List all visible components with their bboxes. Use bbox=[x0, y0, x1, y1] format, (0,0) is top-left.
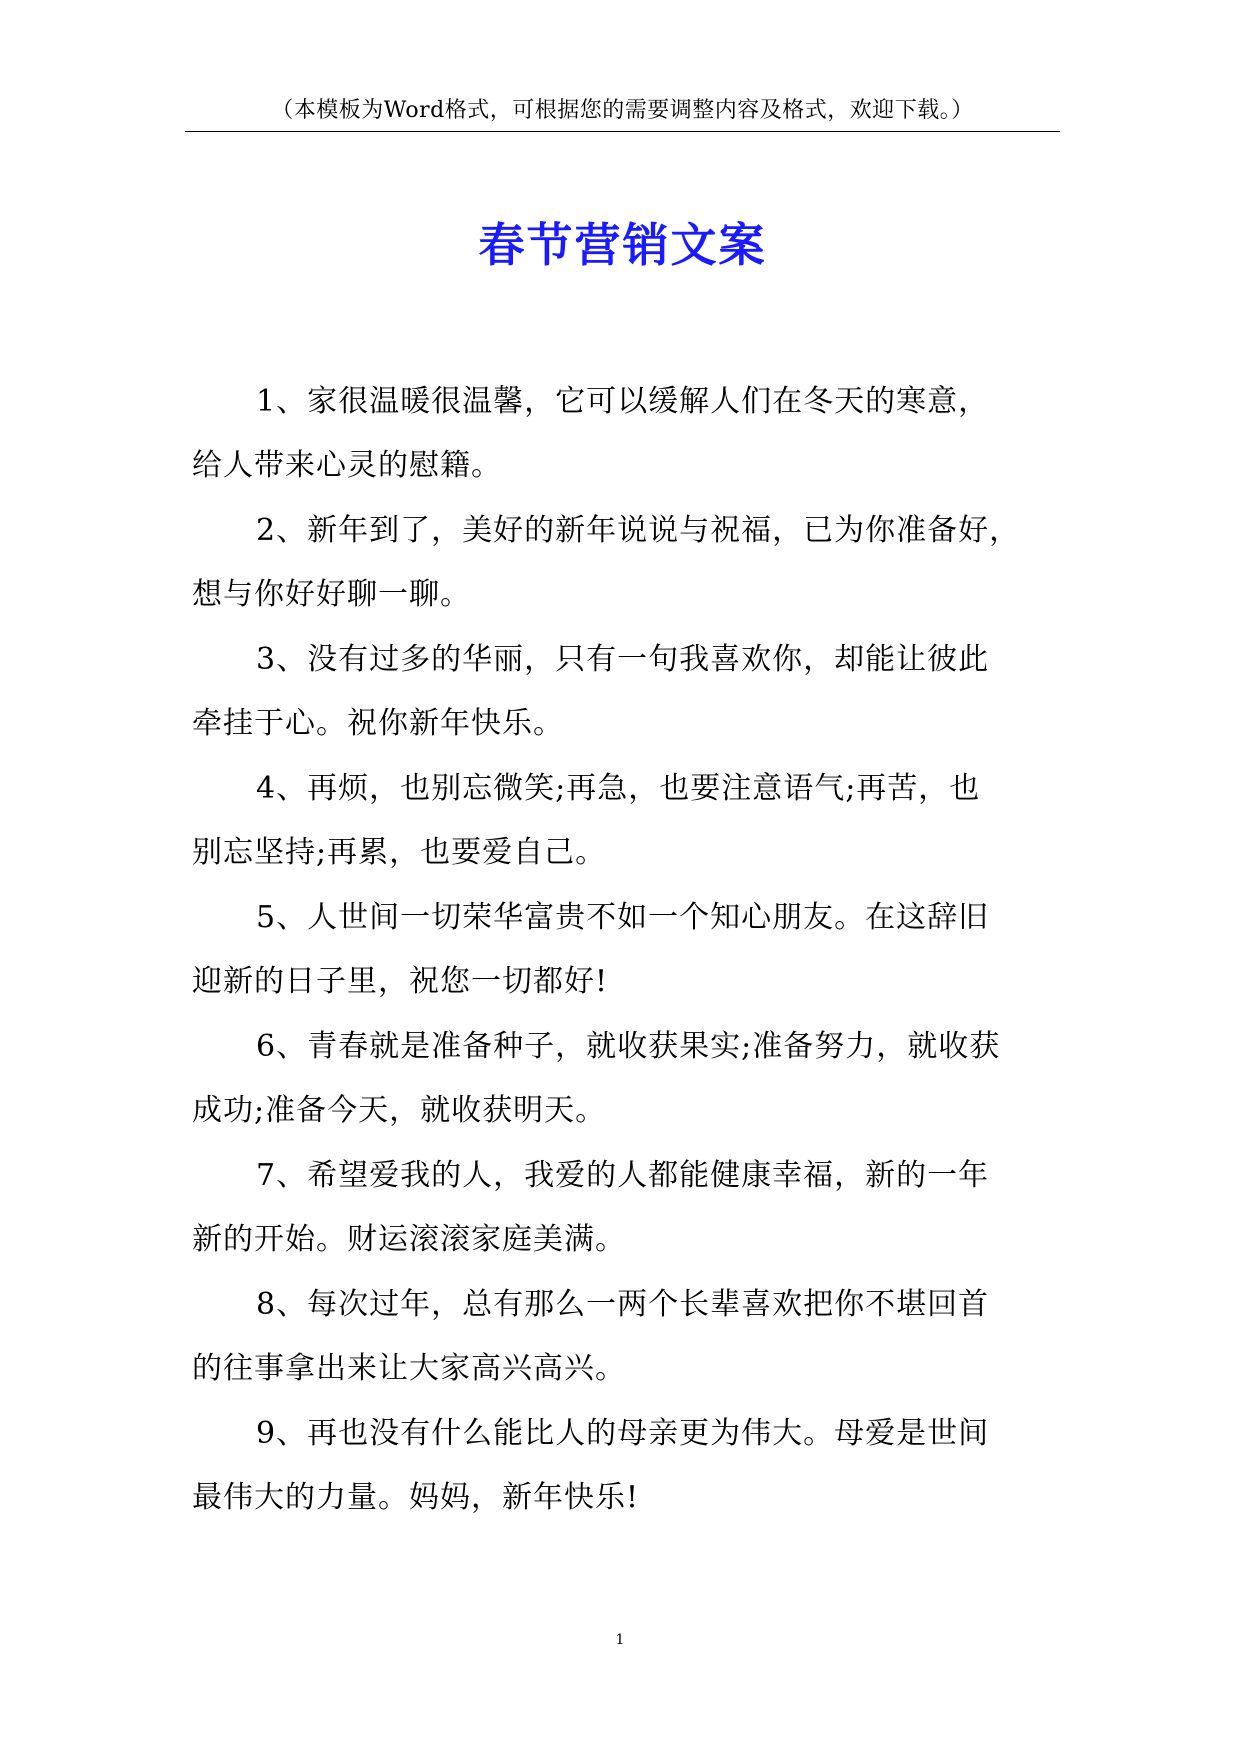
paragraph-1 bbox=[192, 370, 1072, 498]
paragraph-9 bbox=[192, 1402, 1072, 1530]
paragraph-line: 给人带来心灵的慰籍。 bbox=[192, 448, 502, 483]
page-number: 1 bbox=[615, 1632, 625, 1648]
header-divider bbox=[185, 131, 1060, 132]
paragraph-line: 7、希望爱我的人，我爱的人都能健康幸福，新的一年 bbox=[256, 1158, 990, 1193]
paragraph-5 bbox=[192, 886, 1072, 1014]
paragraph-line: 牵挂于心。祝你新年快乐。 bbox=[192, 706, 564, 741]
paragraph-2 bbox=[192, 499, 1072, 627]
paragraph-line: 1、家很温暖很温馨，它可以缓解人们在冬天的寒意， bbox=[256, 384, 990, 419]
paragraph-3 bbox=[192, 628, 1072, 756]
paragraph-6 bbox=[192, 1015, 1072, 1143]
paragraph-line: 4、再烦，也别忘微笑;再急，也要注意语气;再苦，也 bbox=[256, 771, 981, 806]
paragraph-line: 2、新年到了，美好的新年说说与祝福，已为你准备好， bbox=[256, 513, 1021, 548]
paragraph-line: 迎新的日子里，祝您一切都好! bbox=[192, 964, 609, 999]
paragraph-line: 的往事拿出来让大家高兴高兴。 bbox=[192, 1351, 626, 1386]
paragraph-line: 最伟大的力量。妈妈，新年快乐! bbox=[192, 1480, 640, 1515]
paragraph-line: 别忘坚持;再累，也要爱自己。 bbox=[192, 835, 607, 870]
paragraph-line: 9、再也没有什么能比人的母亲更为伟大。母爱是世间 bbox=[256, 1416, 990, 1451]
paragraph-line: 新的开始。财运滚滚家庭美满。 bbox=[192, 1222, 626, 1257]
paragraph-line: 8、每次过年，总有那么一两个长辈喜欢把你不堪回首 bbox=[256, 1287, 990, 1322]
paragraph-4 bbox=[192, 757, 1072, 885]
paragraph-8 bbox=[192, 1273, 1072, 1401]
paragraph-line: 想与你好好聊一聊。 bbox=[192, 577, 471, 612]
document-title: 春节营销文案 bbox=[478, 218, 767, 272]
paragraph-line: 5、人世间一切荣华富贵不如一个知心朋友。在这辞旧 bbox=[256, 900, 990, 935]
paragraph-line: 3、没有过多的华丽，只有一句我喜欢你，却能让彼此 bbox=[256, 642, 990, 677]
paragraph-line: 成功;准备今天，就收获明天。 bbox=[192, 1093, 607, 1128]
paragraph-line: 6、青春就是准备种子，就收获果实;准备努力，就收获 bbox=[256, 1029, 1001, 1064]
paragraph-7 bbox=[192, 1144, 1072, 1272]
header-note: （本模板为Word格式，可根据您的需要调整内容及格式，欢迎下载。） bbox=[271, 98, 974, 123]
